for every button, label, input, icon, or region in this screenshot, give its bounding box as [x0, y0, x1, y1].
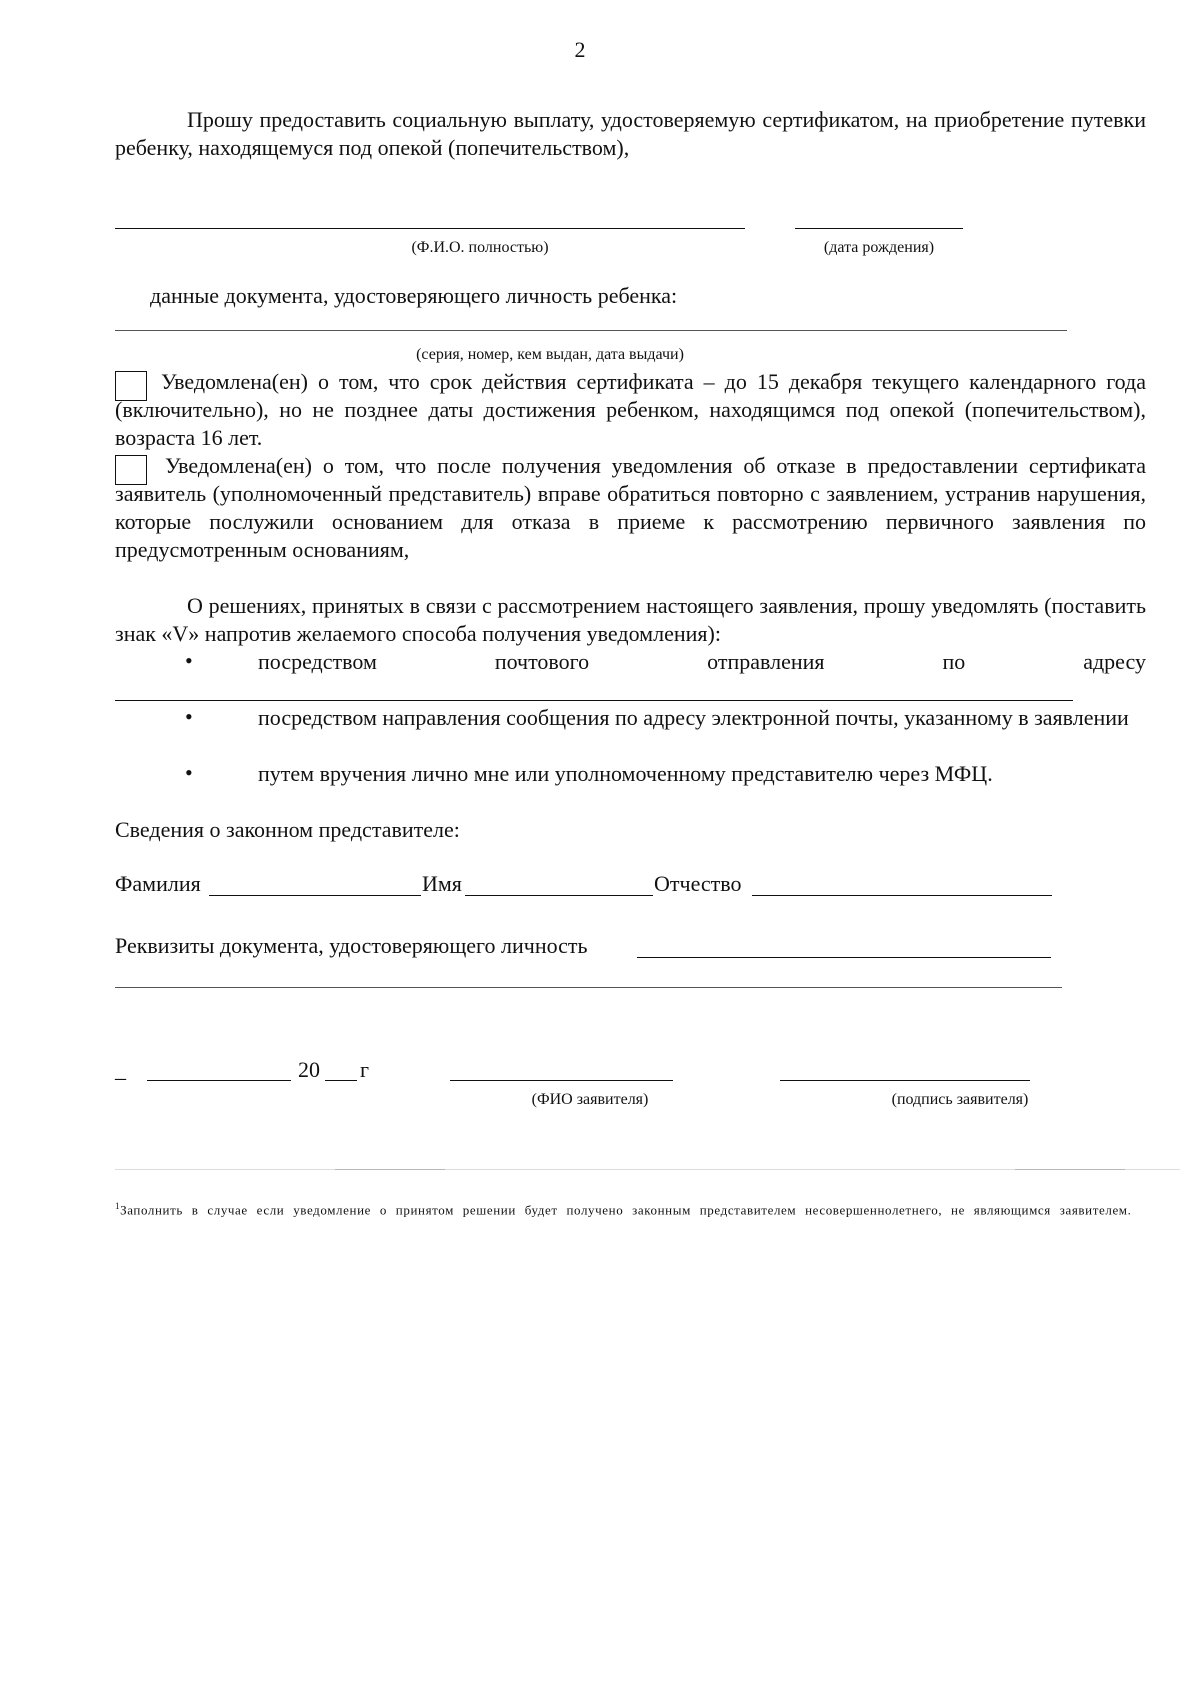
- rep-doc-label: Реквизиты документа, удостоверяющего личность: [115, 933, 588, 958]
- child-fio-line[interactable]: [115, 228, 745, 229]
- postal-address-line[interactable]: [115, 700, 1073, 701]
- child-doc-line[interactable]: [115, 330, 1067, 331]
- option-email-text: посредством направления сообщения по адресу электронной почты, указанному в заявлении: [258, 705, 1129, 730]
- option-postal-word: посредством: [258, 649, 377, 674]
- applicant-sign-caption: (подпись заявителя): [891, 1091, 1029, 1108]
- footnote-text: Заполнить в случае если уведомление о принятом решении будет получено законным представителем несовершеннолетнего, не являющимся заявителем.: [120, 1202, 1132, 1218]
- option-postal-word: адресу: [1083, 649, 1146, 674]
- name-label: Имя: [422, 871, 462, 896]
- option-postal-word: почтового: [494, 649, 590, 674]
- bullet-icon: •: [185, 648, 193, 673]
- year-line[interactable]: [325, 1080, 357, 1081]
- child-doc-caption: (серия, номер, кем выдан, дата выдачи): [416, 346, 684, 363]
- applicant-fio-caption: (ФИО заявителя): [531, 1091, 649, 1108]
- year-suffix: г: [360, 1057, 370, 1082]
- footnote: [115, 1196, 1146, 1220]
- rep-doc-line-2[interactable]: [115, 987, 1062, 988]
- child-dob-caption: (дата рождения): [823, 239, 935, 256]
- intro-paragraph: Прошу предоставить социальную выплату, удостоверяемую сертификатом, на приобретение путевки ребенку, находящемуся под опекой (попечительством),: [115, 107, 1146, 160]
- option-postal-word: по: [942, 649, 966, 674]
- rep-doc-line[interactable]: [637, 957, 1051, 958]
- option-postal-word: отправления: [707, 649, 825, 674]
- option-postal-text: [258, 648, 1146, 676]
- footnote-separator-mark: [1015, 1169, 1125, 1170]
- decisions-paragraph: О решениях, принятых в связи с рассмотрением настоящего заявления, прошу уведомлять (поставить знак «V» напротив желаемого способа получения уведомления):: [115, 593, 1146, 646]
- date-month-line[interactable]: [147, 1080, 291, 1081]
- option-mfc-text: путем вручения лично мне или уполномоченному представителю через МФЦ.: [258, 761, 993, 786]
- notice-1-text: Уведомлена(ен) о том, что срок действия сертификата – до 15 декабря текущего календарного года (включительно), но не позднее даты достижения ребенком, находящимся под опекой (попечительством), возраста 16 лет.: [115, 369, 1146, 450]
- representative-heading: Сведения о законном представителе:: [115, 817, 460, 842]
- surname-line[interactable]: [209, 895, 421, 896]
- surname-label: Фамилия: [115, 871, 201, 896]
- page-number: 2: [574, 37, 586, 62]
- child-fio-caption: (Ф.И.О. полностью): [411, 239, 549, 256]
- child-dob-line[interactable]: [795, 228, 963, 229]
- footnote-separator-mark: [335, 1169, 445, 1170]
- notice-2-text: Уведомлена(ен) о том, что после получения уведомления об отказе в предоставлении сертификата заявитель (уполномоченный представитель) вправе обратиться повторно с заявлением, устранив нарушения, которые послужили основанием для отказа в приеме к рассмотрению первичного заявления по предусмотренным основаниям,: [115, 453, 1146, 562]
- applicant-fio-line[interactable]: [450, 1080, 673, 1081]
- patronymic-line[interactable]: [752, 895, 1052, 896]
- footnote-mark: 1: [115, 1201, 121, 1211]
- bullet-icon: •: [185, 760, 193, 785]
- date-day-underscore: _: [115, 1057, 126, 1082]
- patronymic-label: Отчество: [654, 871, 742, 896]
- year-prefix: 20: [298, 1057, 320, 1082]
- child-doc-label: данные документа, удостоверяющего личность ребенка:: [150, 283, 678, 308]
- name-line[interactable]: [465, 895, 653, 896]
- bullet-icon: •: [185, 704, 193, 729]
- applicant-sign-line[interactable]: [780, 1080, 1030, 1081]
